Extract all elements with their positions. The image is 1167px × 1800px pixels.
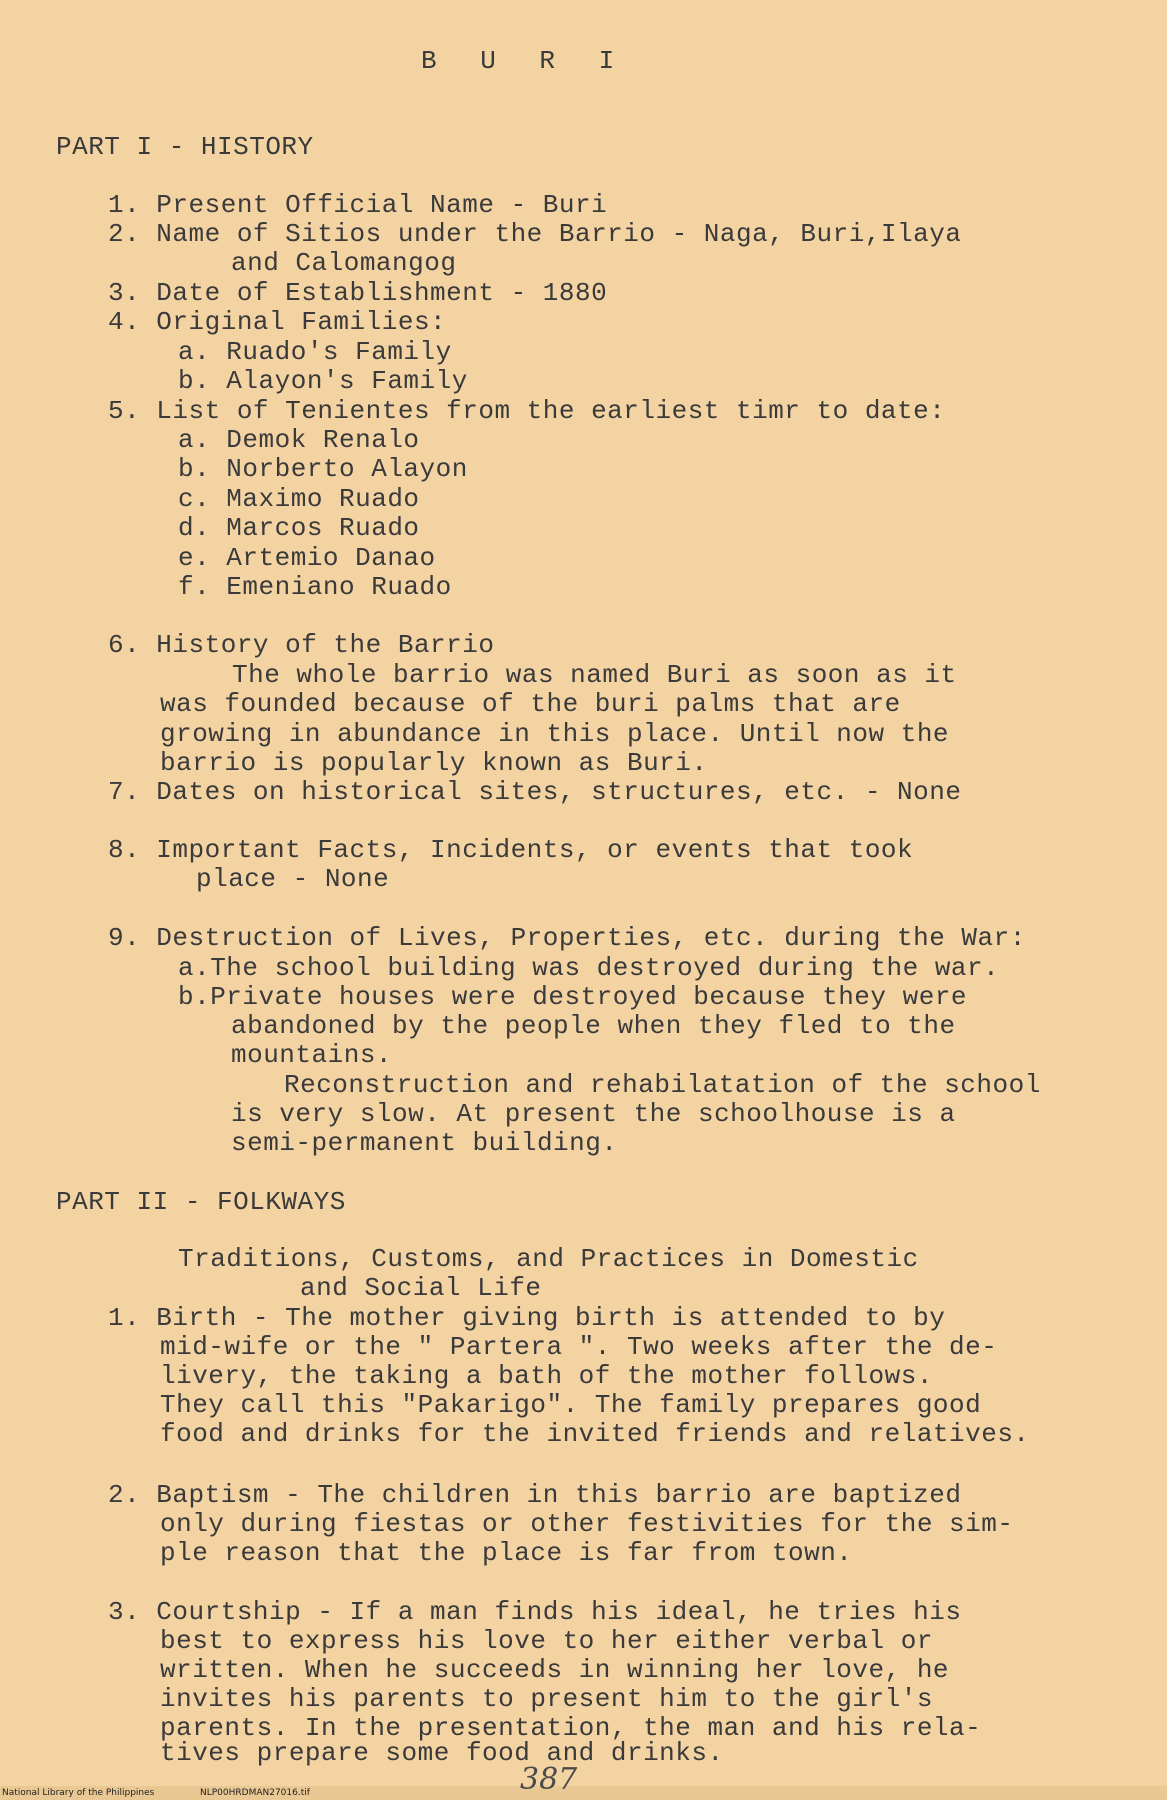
history-line: b.Private houses were destroyed because they were bbox=[178, 982, 968, 1012]
folkways-line: 2. Baptism - The children in this barrio are baptized bbox=[108, 1480, 962, 1510]
history-line: 6. History of the Barrio bbox=[108, 630, 495, 660]
footer-filename: NLP00HRDMAN27016.tif bbox=[200, 1788, 310, 1798]
folkways-line: food and drinks for the invited friends and relatives. bbox=[160, 1419, 1030, 1449]
folkways-line: and Social Life bbox=[300, 1273, 542, 1303]
history-line: place - None bbox=[196, 864, 390, 894]
history-line: 2. Name of Sitios under the Barrio - Naga, Buri,Ilaya bbox=[108, 219, 962, 249]
folkways-line: invites his parents to present him to the girl's bbox=[160, 1684, 933, 1714]
folkways-line: 1. Birth - The mother giving birth is attended to by bbox=[108, 1303, 946, 1333]
history-line: e. Artemio Danao bbox=[178, 543, 436, 573]
history-line: abandoned by the people when they fled to the bbox=[231, 1011, 956, 1041]
history-line: 9. Destruction of Lives, Properties, etc. during the War: bbox=[108, 923, 1026, 953]
history-line: f. Emeniano Ruado bbox=[178, 572, 452, 602]
history-line: The whole barrio was named Buri as soon as it bbox=[232, 660, 957, 690]
folkways-line: Traditions, Customs, and Practices in Domestic bbox=[178, 1244, 919, 1274]
history-line: was founded because of the buri palms that are bbox=[160, 689, 901, 719]
history-line: a.The school building was destroyed during the war. bbox=[178, 953, 1000, 983]
history-line: semi-permanent building. bbox=[231, 1128, 618, 1158]
folkways-line: livery, the taking a bath of the mother follows. bbox=[160, 1361, 933, 1391]
footer-library: National Library of the Philippines bbox=[2, 1788, 155, 1798]
document-title: B U R I bbox=[421, 46, 629, 76]
history-line: 7. Dates on historical sites, structures, etc. - None bbox=[108, 777, 962, 807]
folkways-line: 3. Courtship - If a man finds his ideal, he tries his bbox=[108, 1597, 962, 1627]
folkways-line: mid-wife or the " Partera ". Two weeks after the de- bbox=[160, 1332, 998, 1362]
folkways-line: best to express his love to her either verbal or bbox=[160, 1626, 933, 1656]
history-line: 3. Date of Establishment - 1880 bbox=[108, 278, 608, 308]
history-line: growing in abundance in this place. Until now the bbox=[160, 719, 950, 749]
history-line: a. Demok Renalo bbox=[178, 425, 420, 455]
folkways-line: parents. In the presentation, the man and his rela- bbox=[160, 1713, 982, 1743]
history-line: and Calomangog bbox=[231, 248, 457, 278]
history-line: mountains. bbox=[231, 1040, 393, 1070]
history-line: c. Maximo Ruado bbox=[178, 484, 420, 514]
history-line: 5. List of Tenientes from the earliest timr to date: bbox=[108, 396, 946, 426]
history-line: 4. Original Families: bbox=[108, 307, 447, 337]
folkways-line: ple reason that the place is far from town. bbox=[160, 1538, 853, 1568]
history-line: barrio is popularly known as Buri. bbox=[160, 748, 708, 778]
folkways-line: only during fiestas or other festivities for the sim- bbox=[160, 1509, 1014, 1539]
folkways-line: They call this "Pakarigo". The family prepares good bbox=[160, 1390, 982, 1420]
history-line: d. Marcos Ruado bbox=[178, 513, 420, 543]
part2-heading: PART II - FOLKWAYS bbox=[56, 1187, 346, 1217]
history-line: a. Ruado's Family bbox=[178, 337, 452, 367]
history-line: 1. Present Official Name - Buri bbox=[108, 190, 608, 220]
page-number: 387 bbox=[520, 1762, 578, 1797]
history-line: b. Alayon's Family bbox=[178, 366, 468, 396]
history-line: is very slow. At present the schoolhouse is a bbox=[231, 1099, 956, 1129]
folkways-line: written. When he succeeds in winning her love, he bbox=[160, 1655, 950, 1685]
history-line: 8. Important Facts, Incidents, or events that took bbox=[108, 835, 914, 865]
scan-bottom-strip bbox=[0, 1786, 1167, 1800]
part1-heading: PART I - HISTORY bbox=[56, 132, 314, 162]
folkways-line: tives prepare some food and drinks. bbox=[160, 1738, 724, 1768]
history-line: Reconstruction and rehabilatation of the school bbox=[284, 1070, 1041, 1100]
history-line: b. Norberto Alayon bbox=[178, 454, 468, 484]
